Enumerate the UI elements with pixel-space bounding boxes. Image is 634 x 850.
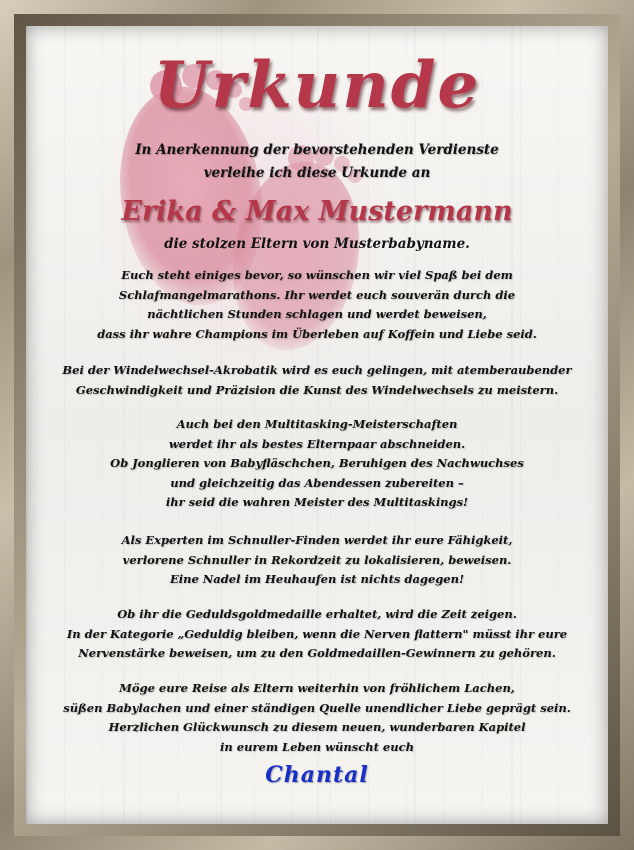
paragraph-line: und gleichzeitig das Abendessen zubereiten – — [170, 475, 464, 490]
paragraph-line: Auch bei den Multitasking-Meisterschaften — [176, 417, 458, 431]
paragraph-line: ihr seid die wahren Meister des Multitaskings! — [165, 495, 469, 509]
recipient-names: Erika & Max Mustermann — [121, 196, 513, 227]
paragraph-line: Geschwindigkeit und Präzision die Kunst des Windelwechsels zu meistern. — [75, 382, 559, 397]
certificate-title: Urkunde — [153, 48, 481, 123]
paragraph-line: Euch steht einiges bevor, so wünschen wir viel Spaß bei dem — [121, 268, 513, 282]
paragraph-diapers — [34, 361, 600, 400]
paragraph-line: süßen Babylachen und einer ständigen Quelle unendlicher Liebe geprägt sein. — [63, 700, 571, 715]
parents-subtitle: die stolzen Eltern von Musterbabyname. — [164, 236, 470, 252]
lead-line: In Anerkennung der bevorstehenden Verdienste — [135, 142, 499, 158]
paragraph-line: werdet ihr als bestes Elternpaar abschneiden. — [168, 436, 466, 451]
paragraph-line: Eine Nadel im Heuhaufen ist nichts dagegen! — [169, 572, 465, 586]
paragraph-line: dass ihr wahre Champions im Überleben auf Koffein und Liebe seid. — [97, 326, 537, 341]
paragraph-multitasking — [34, 415, 600, 513]
paragraph-line: Als Experten im Schnuller-Finden werdet ihr eure Fähigkeit, — [121, 533, 513, 547]
paragraph-line: Bei der Windelwechsel-Akrobatik wird es euch gelingen, mit atemberaubender — [62, 363, 572, 377]
paragraph-sleep — [34, 266, 600, 344]
paragraph-line: Ob ihr die Geduldsgoldmedaille erhaltet, wird die Zeit zeigen. — [117, 607, 517, 621]
certificate-paper — [26, 26, 608, 824]
paragraph-line: Nervenstärke beweisen, um zu den Goldmedaillen-Gewinnern zu gehören. — [78, 646, 556, 660]
paragraph-line: in eurem Leben wünscht euch — [220, 739, 414, 754]
lead-line: verleihe ich diese Urkunde an — [203, 165, 431, 181]
paragraph-line: nächtlichen Stunden schlagen und werdet beweisen, — [147, 307, 487, 321]
lead-text — [26, 139, 608, 185]
paragraph-pacifier — [34, 531, 600, 590]
paragraph-line: verlorene Schnuller in Rekordzeit zu lokalisieren, beweisen. — [122, 552, 512, 567]
paragraph-line: Schlafmangelmarathons. Ihr werdet euch souverän durch die — [118, 287, 516, 302]
certificate-content — [26, 26, 608, 824]
signature: Chantal — [265, 762, 369, 788]
paragraph-line: In der Kategorie „Geduldig bleiben, wenn die Nerven flattern" müsst ihr eure — [66, 626, 568, 641]
paragraph-patience — [34, 605, 600, 664]
paragraph-line: Ob Jonglieren von Babyfläschchen, Beruhigen des Nachwuchses — [110, 456, 524, 470]
paragraph-line: Möge eure Reise als Eltern weiterhin von fröhlichem Lachen, — [119, 681, 515, 695]
paragraph-line: Herzlichen Glückwunsch zu diesem neuen, wunderbaren Kapitel — [108, 720, 526, 734]
paragraph-wishes — [34, 679, 600, 757]
